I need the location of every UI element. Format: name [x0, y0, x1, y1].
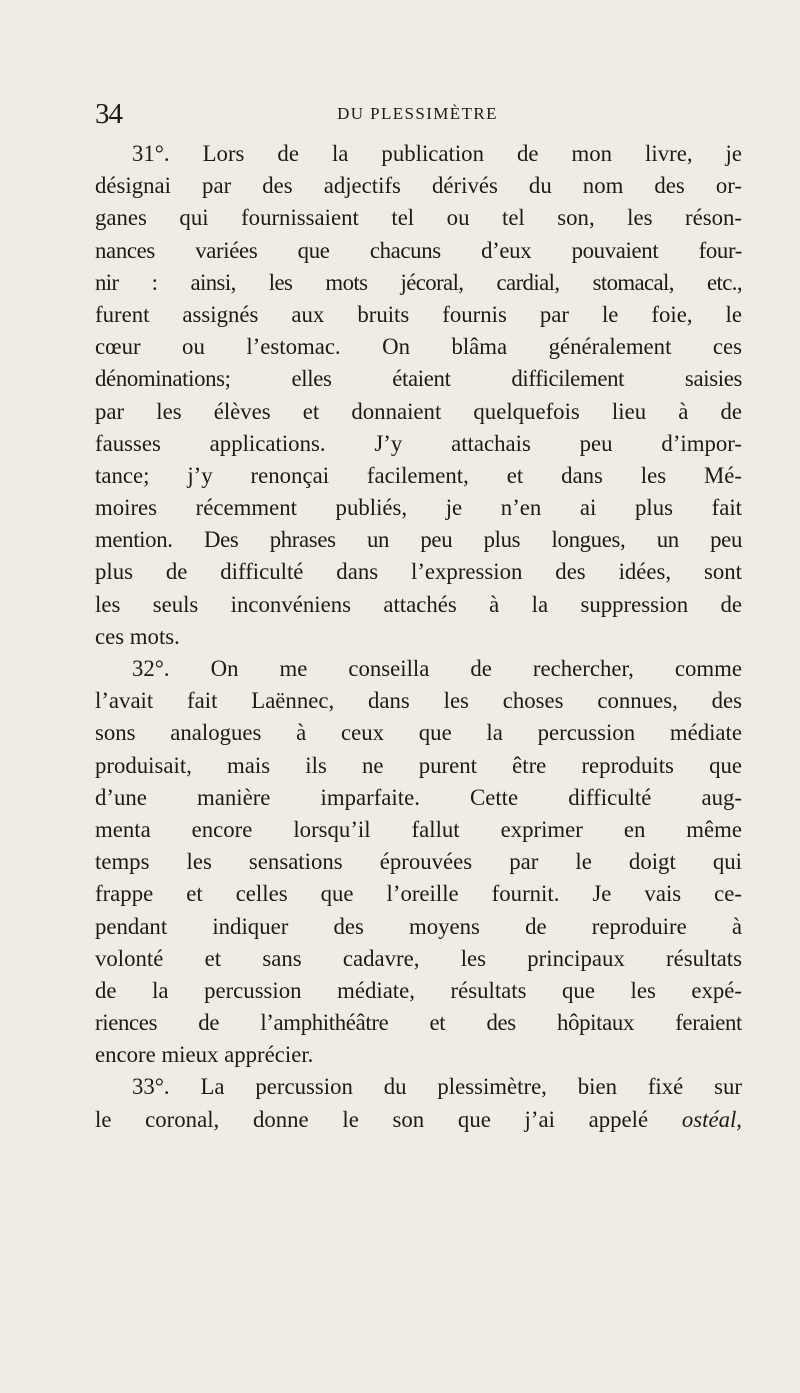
paragraph-32-line: de la percussion médiate, résultats que les expé-	[95, 977, 742, 1003]
paragraph-31-line: mention. Des phrases un peu plus longues, un peu	[95, 527, 742, 553]
running-head	[95, 96, 740, 132]
paragraph-32-line: d’une manière imparfaite. Cette difficulté aug-	[95, 784, 742, 810]
paragraph-31-line: les seuls inconvéniens attachés à la suppression de	[95, 591, 742, 617]
running-title: DU PLESSIMÈTRE	[337, 104, 498, 123]
page-number: 34	[95, 98, 122, 130]
paragraph-31-line: furent assignés aux bruits fournis par le foie, le	[95, 301, 742, 327]
paragraph-31-line: plus de difficulté dans l’expression des idées, sont	[95, 559, 742, 585]
paragraph-31-line: ganes qui fournissaient tel ou tel son, les réson-	[95, 205, 742, 231]
paragraph-32-line: 32°. On me conseilla de rechercher, comme	[132, 656, 742, 681]
paragraph-33-line	[95, 1104, 742, 1136]
paragraph-32-line: sons analogues à ceux que la percussion médiate	[95, 720, 742, 746]
paragraph-31-line: nir : ainsi, les mots jécoral, cardial, stomacal, etc.,	[95, 269, 742, 295]
paragraph-32-line: l’avait fait Laënnec, dans les choses connues, des	[95, 688, 742, 714]
paragraph-32-line: encore mieux apprécier.	[95, 1042, 314, 1068]
paragraph-32-line: temps les sensations éprouvées par le doigt qui	[95, 849, 742, 875]
paragraph-31-line: désignai par des adjectifs dérivés du nom des or-	[95, 173, 742, 199]
paragraph-31-line: cœur ou l’estomac. On blâma généralement ces	[95, 334, 742, 360]
paragraph-32-line: produisait, mais ils ne purent être reproduits que	[95, 752, 742, 778]
paragraph-32-line: riences de l’amphithéâtre et des hôpitaux feraient	[95, 1010, 742, 1036]
paragraph-31-line: par les élèves et donnaient quelquefois lieu à de	[95, 398, 742, 424]
paragraph-31-line: dénominations; elles étaient difficilement saisies	[95, 366, 742, 392]
paragraph-32-line: frappe et celles que l’oreille fournit. Je vais ce-	[95, 881, 742, 907]
paragraph-33-text: le coronal, donne le son que j’ai appelé	[95, 1106, 649, 1132]
italic-term: ostéal,	[681, 1106, 742, 1132]
paragraph-32-line: pendant indiquer des moyens de reproduire à	[95, 913, 742, 939]
paragraph-31-line: fausses applications. J’y attachais peu d’impor-	[95, 430, 742, 456]
body-text	[95, 138, 742, 1136]
paragraph-32-line: menta encore lorsqu’il fallut exprimer en même	[95, 816, 742, 842]
paragraph-31-line: 31°. Lors de la publication de mon livre, je	[132, 141, 742, 166]
paragraph-31-line: ces mots.	[95, 623, 180, 649]
paragraph-31-line: nances variées que chacuns d’eux pouvaient four-	[95, 237, 742, 263]
paragraph-31-line: moires récemment publiés, je n’en ai plus fait	[95, 495, 742, 521]
paragraph-33-line: 33°. La percussion du plessimètre, bien fixé sur	[132, 1074, 742, 1100]
paragraph-31-line: tance; j’y renonçai facilement, et dans les Mé-	[95, 462, 742, 488]
paragraph-32-line: volonté et sans cadavre, les principaux résultats	[95, 945, 742, 971]
